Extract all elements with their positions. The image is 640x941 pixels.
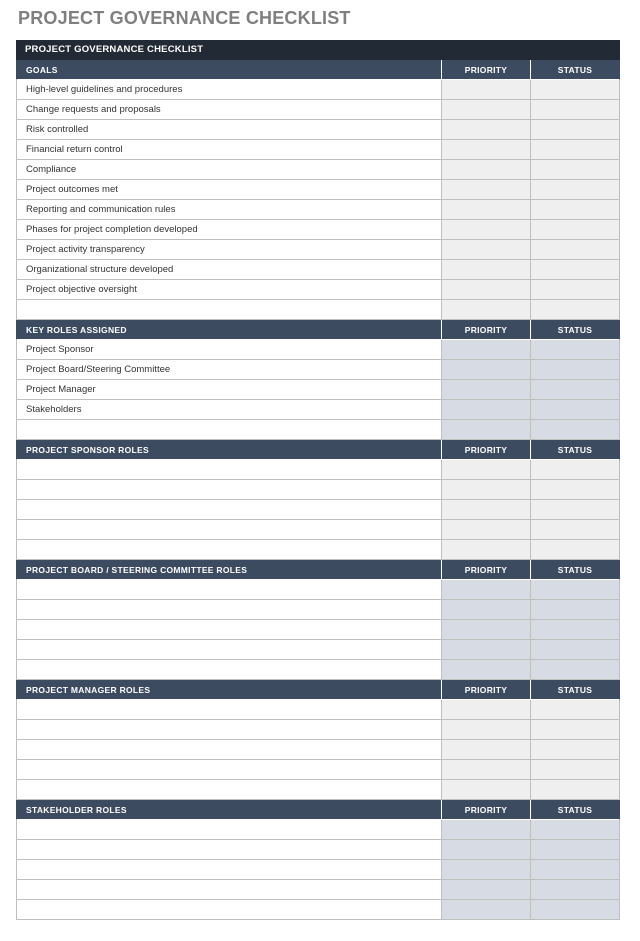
priority-column-header: PRIORITY bbox=[441, 800, 530, 820]
status-column-header: STATUS bbox=[530, 560, 620, 580]
status-cell[interactable] bbox=[530, 840, 620, 860]
status-cell[interactable] bbox=[530, 180, 620, 200]
priority-cell[interactable] bbox=[441, 900, 530, 920]
item-label[interactable] bbox=[16, 760, 441, 780]
priority-cell[interactable] bbox=[441, 520, 530, 540]
status-cell[interactable] bbox=[530, 300, 620, 320]
priority-column-header: PRIORITY bbox=[441, 320, 530, 340]
priority-cell[interactable] bbox=[441, 360, 530, 380]
status-cell[interactable] bbox=[530, 100, 620, 120]
item-label[interactable]: Project objective oversight bbox=[16, 280, 441, 300]
item-label[interactable] bbox=[16, 620, 441, 640]
section-title: STAKEHOLDER ROLES bbox=[16, 800, 441, 820]
status-cell[interactable] bbox=[530, 220, 620, 240]
item-label[interactable]: Compliance bbox=[16, 160, 441, 180]
section-header bbox=[16, 560, 620, 580]
status-cell[interactable] bbox=[530, 400, 620, 420]
section-title: PROJECT MANAGER ROLES bbox=[16, 680, 441, 700]
priority-cell[interactable] bbox=[441, 760, 530, 780]
item-label[interactable] bbox=[16, 640, 441, 660]
item-label[interactable] bbox=[16, 580, 441, 600]
checklist-row bbox=[16, 600, 620, 620]
priority-cell[interactable] bbox=[441, 580, 530, 600]
item-label[interactable] bbox=[16, 840, 441, 860]
priority-cell[interactable] bbox=[441, 880, 530, 900]
item-label[interactable] bbox=[16, 780, 441, 800]
status-cell[interactable] bbox=[530, 820, 620, 840]
status-cell[interactable] bbox=[530, 620, 620, 640]
priority-cell[interactable] bbox=[441, 80, 530, 100]
priority-cell[interactable] bbox=[441, 620, 530, 640]
status-cell[interactable] bbox=[530, 380, 620, 400]
status-cell[interactable] bbox=[530, 200, 620, 220]
checklist-row bbox=[16, 340, 620, 360]
status-cell[interactable] bbox=[530, 520, 620, 540]
priority-cell[interactable] bbox=[441, 640, 530, 660]
section-header bbox=[16, 680, 620, 700]
item-label[interactable]: Project outcomes met bbox=[16, 180, 441, 200]
item-label[interactable] bbox=[16, 880, 441, 900]
status-cell[interactable] bbox=[530, 880, 620, 900]
priority-column-header: PRIORITY bbox=[441, 560, 530, 580]
section-header bbox=[16, 800, 620, 820]
item-label[interactable] bbox=[16, 660, 441, 680]
priority-cell[interactable] bbox=[441, 100, 530, 120]
checklist-row bbox=[16, 240, 620, 260]
priority-cell[interactable] bbox=[441, 540, 530, 560]
status-cell[interactable] bbox=[530, 160, 620, 180]
page-title: PROJECT GOVERNANCE CHECKLIST bbox=[18, 8, 351, 28]
status-cell[interactable] bbox=[530, 660, 620, 680]
priority-cell[interactable] bbox=[441, 160, 530, 180]
checklist-row bbox=[16, 880, 620, 900]
checklist-row bbox=[16, 700, 620, 720]
priority-cell[interactable] bbox=[441, 500, 530, 520]
priority-cell[interactable] bbox=[441, 820, 530, 840]
checklist-row bbox=[16, 80, 620, 100]
item-label[interactable]: High-level guidelines and procedures bbox=[16, 80, 441, 100]
priority-cell[interactable] bbox=[441, 340, 530, 360]
checklist-row bbox=[16, 140, 620, 160]
checklist-row bbox=[16, 500, 620, 520]
checklist-row bbox=[16, 380, 620, 400]
priority-cell[interactable] bbox=[441, 140, 530, 160]
checklist-row bbox=[16, 280, 620, 300]
item-label[interactable] bbox=[16, 500, 441, 520]
item-label[interactable]: Stakeholders bbox=[16, 400, 441, 420]
priority-cell[interactable] bbox=[441, 740, 530, 760]
status-cell[interactable] bbox=[530, 540, 620, 560]
priority-cell[interactable] bbox=[441, 220, 530, 240]
item-label[interactable] bbox=[16, 420, 441, 440]
priority-column-header: PRIORITY bbox=[441, 440, 530, 460]
checklist-row bbox=[16, 300, 620, 320]
checklist-row bbox=[16, 220, 620, 240]
item-label[interactable] bbox=[16, 480, 441, 500]
item-label[interactable] bbox=[16, 460, 441, 480]
checklist-row bbox=[16, 900, 620, 920]
status-cell[interactable] bbox=[530, 580, 620, 600]
status-column-header: STATUS bbox=[530, 440, 620, 460]
checklist-row bbox=[16, 180, 620, 200]
checklist-row bbox=[16, 580, 620, 600]
status-cell[interactable] bbox=[530, 480, 620, 500]
checklist-row bbox=[16, 260, 620, 280]
checklist-row bbox=[16, 780, 620, 800]
status-cell[interactable] bbox=[530, 720, 620, 740]
status-cell[interactable] bbox=[530, 460, 620, 480]
status-cell[interactable] bbox=[530, 80, 620, 100]
priority-cell[interactable] bbox=[441, 180, 530, 200]
section-header bbox=[16, 320, 620, 340]
priority-cell[interactable] bbox=[441, 460, 530, 480]
checklist-row bbox=[16, 100, 620, 120]
status-cell[interactable] bbox=[530, 760, 620, 780]
priority-cell[interactable] bbox=[441, 280, 530, 300]
section-title: PROJECT BOARD / STEERING COMMITTEE ROLES bbox=[16, 560, 441, 580]
section-header bbox=[16, 60, 620, 80]
item-label[interactable]: Project Board/Steering Committee bbox=[16, 360, 441, 380]
checklist-row bbox=[16, 620, 620, 640]
status-cell[interactable] bbox=[530, 780, 620, 800]
item-label[interactable] bbox=[16, 820, 441, 840]
section-title: KEY ROLES ASSIGNED bbox=[16, 320, 441, 340]
status-column-header: STATUS bbox=[530, 680, 620, 700]
item-label[interactable] bbox=[16, 600, 441, 620]
checklist-row bbox=[16, 540, 620, 560]
item-label[interactable] bbox=[16, 520, 441, 540]
item-label[interactable] bbox=[16, 300, 441, 320]
priority-cell[interactable] bbox=[441, 720, 530, 740]
checklist-row bbox=[16, 460, 620, 480]
checklist-row bbox=[16, 740, 620, 760]
checklist-row bbox=[16, 480, 620, 500]
item-label[interactable]: Project Manager bbox=[16, 380, 441, 400]
status-cell[interactable] bbox=[530, 700, 620, 720]
item-label[interactable]: Organizational structure developed bbox=[16, 260, 441, 280]
priority-cell[interactable] bbox=[441, 400, 530, 420]
checklist-row bbox=[16, 420, 620, 440]
checklist-row bbox=[16, 660, 620, 680]
section-title: PROJECT SPONSOR ROLES bbox=[16, 440, 441, 460]
checklist-sections bbox=[16, 60, 620, 920]
item-label[interactable]: Project Sponsor bbox=[16, 340, 441, 360]
priority-cell[interactable] bbox=[441, 840, 530, 860]
item-label[interactable] bbox=[16, 860, 441, 880]
item-label[interactable] bbox=[16, 900, 441, 920]
checklist-row bbox=[16, 640, 620, 660]
status-cell[interactable] bbox=[530, 500, 620, 520]
priority-cell[interactable] bbox=[441, 700, 530, 720]
status-column-header: STATUS bbox=[530, 320, 620, 340]
section-title: GOALS bbox=[16, 60, 441, 80]
item-label[interactable] bbox=[16, 700, 441, 720]
checklist-row bbox=[16, 400, 620, 420]
status-cell[interactable] bbox=[530, 740, 620, 760]
status-cell[interactable] bbox=[530, 140, 620, 160]
status-cell[interactable] bbox=[530, 860, 620, 880]
governance-checklist-table bbox=[16, 40, 620, 920]
checklist-row bbox=[16, 840, 620, 860]
item-label[interactable]: Project activity transparency bbox=[16, 240, 441, 260]
section-header bbox=[16, 440, 620, 460]
item-label[interactable]: Reporting and communication rules bbox=[16, 200, 441, 220]
priority-cell[interactable] bbox=[441, 860, 530, 880]
checklist-row bbox=[16, 200, 620, 220]
priority-column-header: PRIORITY bbox=[441, 680, 530, 700]
table-banner: PROJECT GOVERNANCE CHECKLIST bbox=[16, 40, 620, 60]
status-cell[interactable] bbox=[530, 900, 620, 920]
priority-cell[interactable] bbox=[441, 480, 530, 500]
checklist-row bbox=[16, 520, 620, 540]
checklist-row bbox=[16, 120, 620, 140]
priority-cell[interactable] bbox=[441, 780, 530, 800]
status-cell[interactable] bbox=[530, 120, 620, 140]
checklist-row bbox=[16, 360, 620, 380]
priority-cell[interactable] bbox=[441, 200, 530, 220]
status-column-header: STATUS bbox=[530, 60, 620, 80]
priority-cell[interactable] bbox=[441, 240, 530, 260]
priority-cell[interactable] bbox=[441, 420, 530, 440]
checklist-row bbox=[16, 160, 620, 180]
priority-cell[interactable] bbox=[441, 380, 530, 400]
priority-cell[interactable] bbox=[441, 260, 530, 280]
status-cell[interactable] bbox=[530, 600, 620, 620]
status-cell[interactable] bbox=[530, 420, 620, 440]
status-cell[interactable] bbox=[530, 340, 620, 360]
item-label[interactable] bbox=[16, 720, 441, 740]
checklist-row bbox=[16, 760, 620, 780]
item-label[interactable]: Change requests and proposals bbox=[16, 100, 441, 120]
status-cell[interactable] bbox=[530, 280, 620, 300]
status-cell[interactable] bbox=[530, 640, 620, 660]
checklist-row bbox=[16, 720, 620, 740]
status-cell[interactable] bbox=[530, 260, 620, 280]
checklist-row bbox=[16, 820, 620, 840]
item-label[interactable]: Risk controlled bbox=[16, 120, 441, 140]
status-column-header: STATUS bbox=[530, 800, 620, 820]
item-label[interactable] bbox=[16, 540, 441, 560]
priority-cell[interactable] bbox=[441, 120, 530, 140]
status-cell[interactable] bbox=[530, 240, 620, 260]
priority-column-header: PRIORITY bbox=[441, 60, 530, 80]
priority-cell[interactable] bbox=[441, 600, 530, 620]
priority-cell[interactable] bbox=[441, 300, 530, 320]
checklist-row bbox=[16, 860, 620, 880]
item-label[interactable]: Financial return control bbox=[16, 140, 441, 160]
priority-cell[interactable] bbox=[441, 660, 530, 680]
item-label[interactable]: Phases for project completion developed bbox=[16, 220, 441, 240]
item-label[interactable] bbox=[16, 740, 441, 760]
status-cell[interactable] bbox=[530, 360, 620, 380]
